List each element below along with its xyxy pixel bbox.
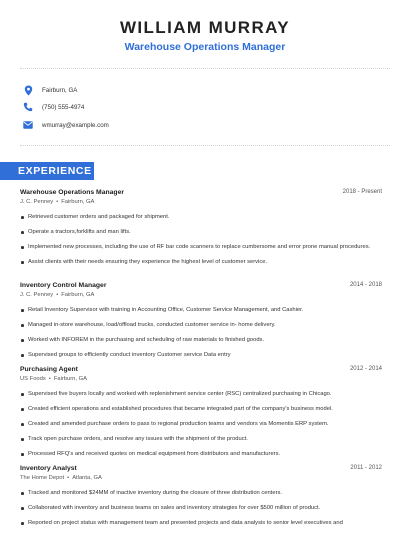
job-bullet: Operate a tractors,forklifts and man lifts. xyxy=(20,228,382,237)
job-location: Fairburn, GA xyxy=(61,292,95,298)
location-pin-icon xyxy=(22,84,34,96)
phone-icon xyxy=(22,101,34,113)
job-dates: 2011 - 2012 xyxy=(350,465,382,471)
job-title: Inventory Analyst xyxy=(20,465,77,472)
job-bullet: Retrieved customer orders and packaged for shipment. xyxy=(20,213,382,222)
job-dates: 2012 - 2014 xyxy=(349,366,382,372)
experience-heading: EXPERIENCE xyxy=(0,162,94,180)
email-text: wmurray@example.com xyxy=(42,121,109,129)
job-bullet: Collaborated with inventory and business teams on sales and inventory strategies for over $500 million of product. xyxy=(20,504,382,513)
job-company-line: The Home Depot • Atlanta, GA xyxy=(20,475,102,481)
job-bullets xyxy=(20,390,382,459)
job-bullet: Track open purchase orders, and resolve any issues with the shipment of the product. xyxy=(20,435,382,444)
job-bullet: Processed RFQ's and received quotes on medical equipment from distributors and manufacturers. xyxy=(20,450,382,459)
job-title: Purchasing Agent xyxy=(20,366,78,373)
job-entry xyxy=(20,465,382,534)
contact-location xyxy=(22,84,77,96)
job-bullet: Implemented new processes, including the use of RF bar code scanners to replace cumbersome and error prone manual procedures. xyxy=(20,243,382,252)
job-bullet: Reported on project status with management team and presented projects and data analysis to senior level executives and xyxy=(20,519,382,528)
job-bullet: Created and amended purchase orders to pass to regional production teams and vendors via Momentis ERP system. xyxy=(20,420,382,429)
envelope-icon xyxy=(22,119,34,131)
job-bullet: Assist clients with their needs ensuring they experience the highest level of customer service. xyxy=(20,258,382,267)
job-title: Warehouse Operations Manager xyxy=(20,189,124,196)
job-company: J. C. Penney xyxy=(20,292,54,298)
job-bullets xyxy=(20,213,382,267)
job-entry xyxy=(20,282,382,366)
job-title: Inventory Control Manager xyxy=(20,282,107,289)
phone-text: (750) 555-4974 xyxy=(42,103,85,111)
job-bullet: Created efficient operations and established procedures that became integrated part of the company's business model. xyxy=(20,405,382,414)
job-dates: 2018 - Present xyxy=(342,189,382,195)
job-company: US Foods xyxy=(20,376,46,382)
job-entry xyxy=(20,189,382,273)
job-bullet: Supervised groups to efficiently conduct inventory Customer service Data entry xyxy=(20,351,382,360)
header-divider xyxy=(20,68,390,69)
job-location: Fairburn, GA xyxy=(53,376,87,382)
job-location: Atlanta, GA xyxy=(72,475,102,481)
job-company: The Home Depot xyxy=(20,475,65,481)
job-bullet: Supervised five buyers locally and worked with replenishment service center (RSC) centralized purchasing in Chicago. xyxy=(20,390,382,399)
job-company-line: J. C. Penney • Fairburn, GA xyxy=(20,199,95,205)
job-bullet: Retail Inventory Supervisor with training in Accounting Office, Customer Service Management, and Cashier. xyxy=(20,306,382,315)
job-bullet: Managed in-store warehouse, load/offload trucks, conducted customer service in- home delivery. xyxy=(20,321,382,330)
job-company: J. C. Penney xyxy=(20,199,54,205)
job-bullets xyxy=(20,306,382,360)
job-dates: 2014 - 2018 xyxy=(349,282,382,288)
candidate-title: Warehouse Operations Manager xyxy=(124,41,286,53)
job-company-line: J. C. Penney • Fairburn, GA xyxy=(20,292,95,298)
candidate-name: WILLIAM MURRAY xyxy=(119,18,291,37)
contact-email xyxy=(22,119,109,131)
contact-phone xyxy=(22,101,84,113)
job-bullets xyxy=(20,489,382,528)
contact-divider xyxy=(20,145,390,146)
job-entry xyxy=(20,366,382,465)
job-company-line: US Foods • Fairburn, GA xyxy=(20,376,87,382)
job-location: Fairburn, GA xyxy=(61,199,95,205)
job-bullet: Tracked and monitored $24MM of inactive inventory during the closure of three distribution centers. xyxy=(20,489,382,498)
location-text: Fairburn, GA xyxy=(42,86,78,94)
job-bullet: Worked with INFOREM in the purchasing and scheduling of raw materials to finished goods. xyxy=(20,336,382,345)
